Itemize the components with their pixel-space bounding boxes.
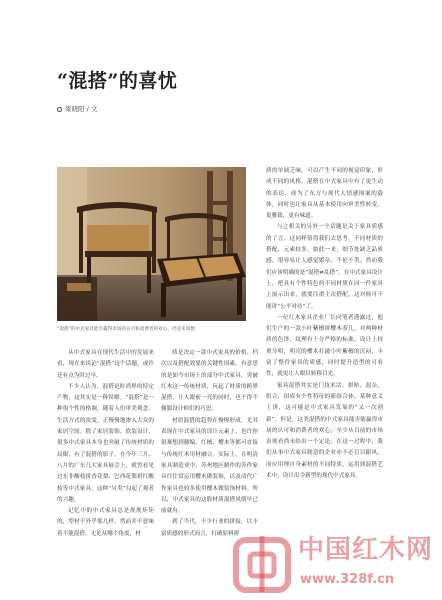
watermark-url: www.328f.cn (300, 572, 395, 587)
paragraph: 材质混搭的趋势在慢慢形成，尤其表现在中式家具的设计元素上，也许你很难想到藤编、红檀、樱木等都可直接与传统红木用材融合。实际上，在明清家具制造业中，苏州地区制作的苏作家具往往常运用樱木做装饰，以及清代广作家具也较多使用樱木做装饰材料。所以，中式家具的这股材质混搭风倒早已前就有。 (161, 417, 258, 515)
paragraph: 一位红木家具企业厂长向笔者透露过，他们生产的一款小叶紫檀拼樱木茶几，对两种材质的色泽、纹理有十分严格的标准，设计上较重分明，明亮的樱木打破小叶紫檀的沉闷，丰富了整件家具的质感，同时提升造型的可看性，就更让人眼以转移目光。 (266, 314, 383, 378)
watermark-logo-icon (232, 534, 292, 594)
author-credit: 梁晓阳 / 文 (65, 105, 98, 113)
paragraph: 记忆中的中式家具总是规规矩矩的，型材不外乎那几样，然而并不意味着不能混搭。无论从哪个角度，材 (57, 508, 154, 537)
photo-caption: “混搭”的中式家具能否赢得市场的认可和消费者的欢心，仍是未知数 (57, 327, 195, 332)
circle-bullet-icon (57, 107, 62, 112)
paragraph: 质的单调乏味，可以产生不同的视觉印象，形成不同的风格。混搭在中式家具中有了更生动的表达，成为了东方与现代人情感图案的载体，同时也让家具从基本使用向审美性转变，更雅致，更有味道。 (266, 168, 383, 220)
article-byline (57, 104, 97, 113)
watermark-brand: 中国红木网 (298, 535, 434, 565)
paragraph: 不少人认为，混搭是时尚界的特定产物，这其实是一种误解。“混搭”是一种很个性的格调，随着人们审美观念、生活方式的改变，正慢慢地渗入大众的家居空间。除了家居装饰、软装设计，很多中式家具本身也突破了传统材质的局限，有了混搭的影子。在今年三月、八月的广东几大家具展会上，就曾看见过东非酸枝拼香花梨、巴西花梨拼红酸枝等中式家具，这种“另类”勾起了观者的兴趣。 (57, 383, 154, 503)
paragraph: 质是决定一款中式家具的价格、档次以及搭配效果的关键性因素。有意思的是如今市场上的部分中式家具，突破红木这一传统材质，玩起了材质的跨界混搭，让人眼前一亮的同时，也不得不佩服设计师们的巧思。 (161, 350, 258, 413)
paragraph: 家具混搭其实是门技术活，拼贴、混杂、组合，组成有个性特征的新组合体，某种意义上讲，这可能是中式家具发展的“又一次创新”，但是，这类混搭的中式家具能否能赢得市场的认可和消费者的欢心，至少从目前的市场表现看尚未给出一个定论，在这一过程中，我们从事中式家具制造的企业亦不必盲目跟风，而应用理自身素材的不同特质，运用到混搭艺术中，设计出令新型的现代中式家具。 (266, 382, 383, 480)
article-title: “混搭”的喜忧 (57, 70, 178, 92)
paragraph: 从中式家具在现代生活中的发展来看，现在来谈论“混搭”这个话题，或许还有点为时过早。 (57, 350, 154, 379)
furniture-photo (57, 167, 246, 321)
furniture-photo-illustration (57, 167, 246, 321)
paragraph: 到了当代，不少行业的拼接，以丰富质感的形式而言，打破原料拼 (161, 519, 258, 537)
text-column-left (57, 348, 154, 588)
text-column-right (266, 166, 383, 586)
paragraph: 与之相关的另外一个话题是关于家具质感的了言，这同样值得我们去思考。不同材质的搭配，元素较多，如此一来，细节处缺乏品质感，很容易让人感觉繁杂、不伦不类。然而我们应该明确的是“混搭≠乱搭”，在中式家具设计上，把具有个性特色的不同材质在同一件家具上展示出来，就要注重主次搭配，这对候可不能讲“公平对待”了。 (266, 224, 383, 310)
